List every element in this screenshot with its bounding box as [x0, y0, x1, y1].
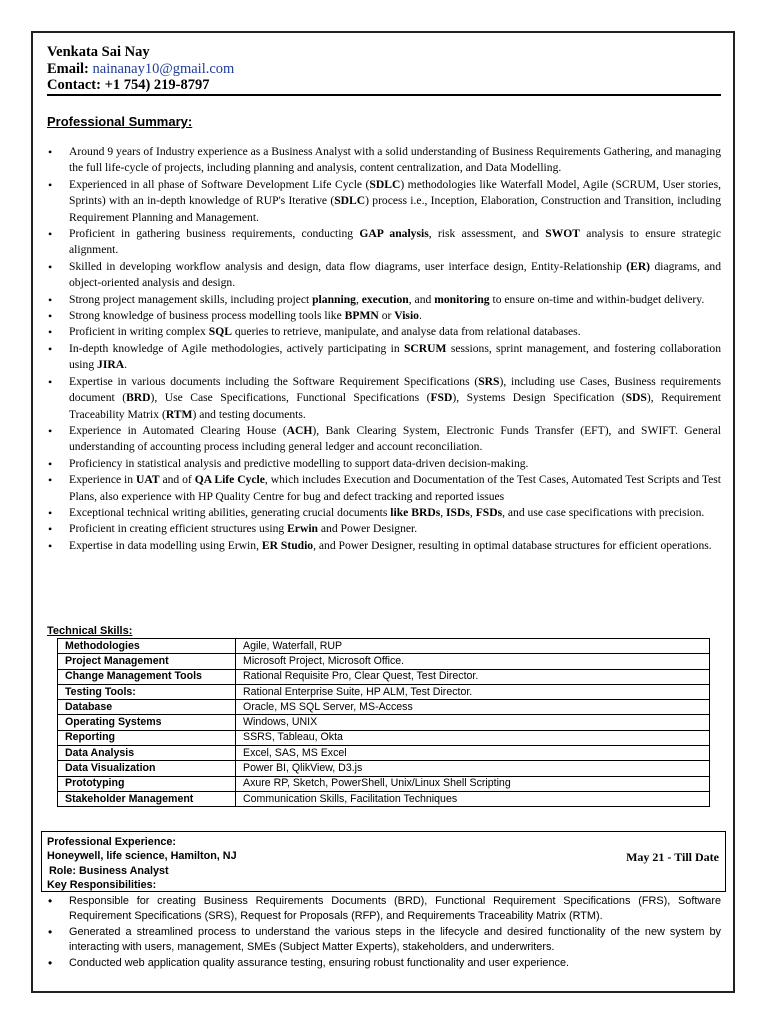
- summary-item: [46, 324, 721, 340]
- summary-keyword: BRD: [126, 391, 151, 405]
- summary-text: ,: [469, 505, 476, 519]
- summary-text: Proficient in writing complex: [69, 325, 209, 339]
- summary-keyword: SDLC: [334, 194, 366, 208]
- summary-text: Proficient in creating efficient structures using: [69, 522, 288, 536]
- skill-category: Data Visualization: [58, 761, 236, 776]
- summary-text: ,: [440, 505, 447, 519]
- skills-row: [58, 715, 710, 730]
- skill-tools: Agile, Waterfall, RUP: [236, 639, 710, 654]
- experience-heading: Professional Experience:: [47, 836, 177, 848]
- summary-keyword: GAP analysis: [359, 227, 429, 241]
- summary-text: ), Use Case Specifications, Functional Specifications (: [150, 391, 431, 405]
- summary-list: [46, 144, 721, 554]
- skill-tools: Windows, UNIX: [236, 715, 710, 730]
- summary-keyword: RTM: [165, 407, 193, 421]
- phone-number: +1 754) 219-8797: [104, 77, 210, 93]
- summary-item: [46, 226, 721, 259]
- summary-text: ), Systems Design Specification (: [452, 391, 626, 405]
- summary-keyword: SDLC: [369, 177, 401, 191]
- responsibilities-list: [46, 894, 721, 971]
- company-name: Honeywell, life science, Hamilton, NJ: [47, 850, 237, 863]
- summary-keyword: FSD: [430, 391, 453, 405]
- skill-tools: Oracle, MS SQL Server, MS-Access: [236, 700, 710, 715]
- skills-row: [58, 776, 710, 791]
- summary-text: , and use case specifications with precision.: [502, 505, 705, 519]
- skill-tools: Axure RP, Sketch, PowerShell, Unix/Linux Shell Scripting: [236, 776, 710, 791]
- summary-text: Exceptional technical writing abilities, generating crucial documents: [69, 505, 391, 519]
- summary-item: [46, 341, 721, 374]
- summary-text: ) methodologies like Waterfall Model, Agile (SCRUM, User stories, Sprints) with an in-depth knowledge of RUP's Iterative (: [69, 177, 721, 208]
- skills-row: [58, 746, 710, 761]
- contact-line: [47, 77, 721, 94]
- summary-item: [46, 292, 721, 308]
- summary-text: queries to retrieve, manipulate, and analyse data from relational databases.: [231, 325, 581, 339]
- skill-tools: Rational Enterprise Suite, HP ALM, Test Director.: [236, 684, 710, 699]
- summary-item: [46, 177, 721, 226]
- responsibility-item: • Conducted web application quality assurance testing, ensuring robust functionality and user experience.: [46, 956, 721, 971]
- candidate-name: Venkata Sai Nay: [47, 44, 150, 60]
- summary-keyword: ER Studio: [261, 538, 314, 552]
- summary-text: , risk assessment, and: [428, 227, 546, 241]
- summary-text: Experience in Automated Clearing House (: [69, 423, 287, 437]
- summary-text: Experience in: [69, 473, 136, 487]
- summary-keyword: QA Life Cycle: [194, 473, 265, 487]
- summary-text: Experienced in all phase of Software Development Life Cycle (: [69, 177, 370, 191]
- skills-row: [58, 700, 710, 715]
- summary-text: ), including use Cases, Business requirements document (: [69, 374, 721, 405]
- skill-category: Stakeholder Management: [58, 791, 236, 806]
- summary-keyword: like BRDs: [390, 505, 441, 519]
- skills-row: [58, 669, 710, 684]
- skill-category: Testing Tools:: [58, 684, 236, 699]
- summary-keyword: UAT: [135, 473, 160, 487]
- summary-keyword: ACH: [286, 423, 313, 437]
- summary-text: ), Requirement Traceability Matrix (: [69, 391, 721, 421]
- skills-row: [58, 654, 710, 669]
- skills-heading: Technical Skills:: [47, 625, 133, 637]
- summary-keyword: BPMN: [344, 309, 379, 323]
- skill-tools: SSRS, Tableau, Okta: [236, 730, 710, 745]
- skill-category: Reporting: [58, 730, 236, 745]
- summary-item: [46, 456, 721, 472]
- responsibility-item: • Generated a streamlined process to understand the various steps in the lifecycle and desired functionality of the new system by interacting with users, management, SMEs (Subject Matter Experts), stakeholders, and underwriters.: [46, 925, 721, 956]
- skill-category: Methodologies: [58, 639, 236, 654]
- employment-dates: May 21 - Till Date: [626, 850, 719, 864]
- summary-item: [46, 144, 721, 177]
- summary-keyword: SQL: [208, 325, 232, 339]
- summary-text: Proficiency in statistical analysis and predictive modelling to support data-driven decision-making.: [69, 456, 529, 470]
- skill-tools: Communication Skills, Facilitation Techniques: [236, 791, 710, 806]
- summary-text: diagrams, and object-oriented analysis and design.: [69, 259, 721, 290]
- summary-item: [46, 505, 721, 521]
- summary-text: ), Bank Clearing System, Electronic Funds Transfer (EFT), and SWIFT. General understanding of accounting process including general ledger and account reconciliation.: [69, 423, 722, 454]
- summary-item: [46, 521, 721, 537]
- summary-keyword: monitoring: [434, 292, 490, 306]
- summary-text: Expertise in data modelling using Erwin,: [69, 538, 262, 552]
- skill-category: Prototyping: [58, 776, 236, 791]
- summary-text: sessions, sprint management, and fostering collaboration using: [69, 341, 721, 372]
- skill-tools: Microsoft Project, Microsoft Office.: [236, 654, 710, 669]
- summary-item: [46, 374, 721, 423]
- skills-row: [58, 761, 710, 776]
- summary-item: [46, 259, 721, 292]
- skills-row: [58, 684, 710, 699]
- summary-text: Around 9 years of Industry experience as a Business Analyst with a solid understanding of Business Requirements Gathering, and managing the full life-cycle of projects, including planning and analysis, content centralization, and Data Modelling.: [69, 145, 721, 175]
- experience-header: [47, 835, 721, 892]
- summary-keyword: SCRUM: [403, 341, 447, 355]
- summary-text: , and Power Designer, resulting in optimal database structures for efficient operations.: [313, 538, 712, 552]
- skills-row: [58, 639, 710, 654]
- summary-keyword: SRS: [478, 374, 500, 388]
- summary-text: to ensure on-time and within-budget delivery.: [489, 292, 705, 306]
- summary-text: , and: [408, 292, 435, 306]
- summary-item: [46, 308, 721, 324]
- summary-text: Proficient in gathering business requirements, conducting: [69, 227, 360, 241]
- summary-heading: Professional Summary:: [47, 114, 193, 129]
- summary-text: ,: [355, 292, 362, 306]
- summary-text: .: [418, 309, 422, 323]
- summary-text: ) and testing documents.: [192, 407, 306, 421]
- summary-text: Skilled in developing workflow analysis and design, data flow diagrams, user interface design, Entity-Relationship: [69, 259, 627, 273]
- skill-tools: Excel, SAS, MS Excel: [236, 746, 710, 761]
- email-label: Email:: [47, 60, 89, 77]
- header-divider: [47, 94, 721, 96]
- summary-text: analysis to ensure strategic alignment.: [69, 227, 721, 257]
- skill-category: Project Management: [58, 654, 236, 669]
- responsibility-item: • Responsible for creating Business Requirements Documents (BRD), Functional Requirement Specifications (FRS), Software Requirement Specifications (SRS), Request for Proposals (RFP), and Requirements Traceability Matrix (RTM).: [46, 894, 721, 925]
- summary-keyword: execution: [361, 292, 409, 306]
- summary-keyword: SDS: [625, 391, 647, 405]
- skill-category: Database: [58, 700, 236, 715]
- summary-text: or: [378, 309, 395, 323]
- skill-tools: Power BI, QlikView, D3.js: [236, 761, 710, 776]
- resume-header: [47, 44, 721, 94]
- skill-category: Change Management Tools: [58, 669, 236, 684]
- summary-keyword: Visio: [394, 309, 419, 323]
- skills-row: [58, 730, 710, 745]
- summary-text: Expertise in various documents including the Software Requirement Specifications (: [69, 374, 479, 388]
- skill-tools: Rational Requisite Pro, Clear Quest, Test Director.: [236, 669, 710, 684]
- skills-row: [58, 791, 710, 806]
- summary-keyword: (ER): [626, 259, 651, 273]
- contact-label: Contact:: [47, 77, 101, 93]
- summary-keyword: JIRA: [97, 358, 125, 372]
- email-link[interactable]: nainanay10@gmail.com: [92, 60, 235, 77]
- job-role: Role: Business Analyst: [49, 864, 169, 877]
- summary-text: Strong project management skills, including project: [69, 292, 313, 306]
- email-line: [47, 61, 721, 78]
- summary-text: and Power Designer.: [318, 522, 418, 536]
- summary-keyword: FSDs: [475, 505, 503, 519]
- summary-text: , which includes Execution and Documentation of the Test Cases, Automated Test Scripts and Test Plans, also experience with HP Quality Centre for bug and defect tracking and reported issues: [69, 473, 722, 503]
- summary-keyword: SWOT: [545, 227, 581, 241]
- summary-text: In-depth knowledge of Agile methodologies, actively participating in: [69, 341, 404, 355]
- summary-text: .: [124, 358, 127, 372]
- responsibilities-heading: Key Responsibilities:: [47, 878, 157, 891]
- skills-table: [57, 638, 710, 807]
- summary-text: and of: [159, 473, 195, 487]
- summary-item: [46, 538, 721, 554]
- summary-text: Strong knowledge of business process modelling tools like: [69, 309, 345, 323]
- summary-item: [46, 423, 721, 456]
- summary-text: ) process i.e., Inception, Elaboration, Construction and Transition, including Requirement Planning and Management.: [69, 194, 721, 224]
- summary-keyword: planning: [312, 292, 356, 306]
- skill-category: Data Analysis: [58, 746, 236, 761]
- summary-keyword: ISDs: [446, 505, 470, 519]
- skill-category: Operating Systems: [58, 715, 236, 730]
- summary-keyword: Erwin: [287, 522, 318, 536]
- summary-item: [46, 472, 721, 505]
